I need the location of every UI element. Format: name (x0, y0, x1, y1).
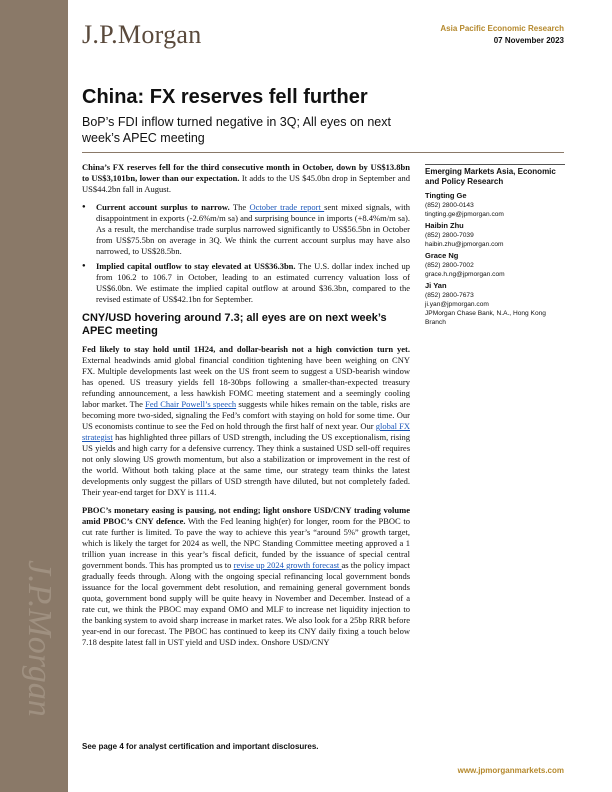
analyst-phone: (852) 2800-7039 (425, 232, 474, 239)
fed-text: suggests while hikes remain on the table, risks are becoming more two-sided, signaling the Fed’s comfort with staying on hold for some time. Our US economists continue to see the Fed on hold through the first half of next year. Our (82, 399, 410, 431)
analyst-phone: (852) 2800-0143 (425, 202, 474, 209)
team-name: Emerging Markets Asia, Economic and Policy Research (425, 164, 565, 187)
report-date: 07 November 2023 (493, 36, 564, 45)
section-heading: CNY/USD hovering around 7.3; all eyes are on next week’s APEC meeting (82, 312, 387, 337)
analyst-email[interactable]: haibin.zhu@jpmorgan.com (425, 241, 504, 248)
bullet-text: The (229, 202, 250, 212)
fed-text: External headwinds amid global financial condition tightening have been weighing on CNY FX. Multiple developments last week on the US front seem to suggest a USD-bearish window has opened. US treasury yields fell 18-30bps following a smaller-than-expected treasury refunding announcement, a less hawkish FOMC meeting statement and a seemingly cooling labor market. The (82, 355, 410, 409)
fed-text: has highlighted three pillars of USD strength, including the US exceptionalism, rising US yields and high carry for a defensive currency. They think a sustained USD sell-off requires not only slowing US growth momentum, but also a stabilization or improvement in the rest of the world. Without both taking place at the same time, our strategy team thinks the latest developments only suggest the pillars of USD strength have diluted, but not completely faded. Their year-end target for DXY is 111.4. (82, 432, 410, 497)
bullet-lead: Current account surplus to narrow. (96, 202, 230, 212)
bullet-text: sent mixed signals, with disappointment in exports (-2.6%m/m sa) and surprising bounce in imports (+8.4%m/m sa). As a result, the merchandise trade surplus narrowed significantly to US$56.5bn in October from US$75.5bn on average in 3Q. We think the current account surplus may have also narrowed, to US$28.5bn. (96, 202, 410, 256)
analyst-affiliation: JPMorgan Chase Bank, N.A., Hong Kong Branch (425, 310, 546, 326)
bullet-lead: Implied capital outflow to stay elevated at US$36.3bn. (96, 261, 296, 271)
intro-paragraph (82, 162, 410, 195)
fx-strategist-link[interactable]: global FX strategist (82, 421, 410, 442)
fed-paragraph (82, 344, 410, 498)
brand-sidebar (0, 0, 68, 792)
bullet-text: The U.S. dollar index inched up from 106.2 to 106.7 in October, leading to an estimated currency valuation loss of US$6.0bn. We estimate the implied capital outflow at around $36.3bn, compared to the revised estimate of US$42.1bn for September. (96, 261, 411, 304)
report-header (440, 24, 564, 45)
bullet-current-account (82, 202, 410, 257)
analyst-name: Haibin Zhu (425, 221, 464, 230)
analyst-email[interactable]: ji.yan@jpmorgan.com (425, 301, 489, 308)
trade-report-link[interactable]: October trade report (249, 202, 325, 212)
series-name: Asia Pacific Economic Research (440, 24, 564, 33)
analyst-card (425, 251, 565, 279)
powell-speech-link[interactable]: Fed Chair Powell’s speech (145, 399, 237, 409)
analyst-phone: (852) 2800-7002 (425, 262, 474, 269)
analyst-card (425, 221, 565, 249)
analyst-card (425, 281, 565, 327)
disclosure-note: See page 4 for analyst certification and important disclosures. (82, 742, 319, 751)
footer-url-link[interactable]: www.jpmorganmarkets.com (457, 766, 564, 775)
analyst-phone: (852) 2800-7673 (425, 292, 474, 299)
analyst-email[interactable]: grace.h.ng@jpmorgan.com (425, 271, 505, 278)
bullet-capital-outflow (82, 261, 410, 305)
pboc-lead: PBOC’s monetary easing is pausing, not ending; light onshore USD/CNY trading volume amid PBOC’s CNY defence. (82, 505, 410, 526)
pboc-text: as the policy impact gradually feeds through. Along with the ongoing special refinancing local government bonds issuance for the local government debt resolution, and remaining general government bonds quota, government bond supply will be quite heavy in November and December. Instead of a rate cut, we think the PBOC may expand OMO and MLF to increase net liquidity injection to the banking system to avoid sharp increase in market rates. We also look for a 25bp RRR before year-end in our forecast. The PBOC has continued to keep its CNY daily fixing a touch below 7.18 despite latest fall in UST yield and USD index. Onshore USD/CNY (82, 560, 410, 647)
logo-watermark: J.P.Morgan (21, 560, 58, 717)
analyst-name: Tingting Ge (425, 191, 467, 200)
main-column (82, 162, 410, 655)
intro-lead: China’s FX reserves fell for the third consecutive month in October, down by US$13.8bn to US$3,101bn, lower than our expectation. (82, 162, 410, 183)
pboc-paragraph (82, 505, 410, 648)
logo: J.P.Morgan (82, 20, 202, 49)
fed-lead: Fed likely to stay hold until 1H24, and dollar-bearish not a high conviction turn yet. (82, 344, 410, 354)
analyst-name: Grace Ng (425, 251, 459, 260)
title-divider (82, 152, 564, 153)
growth-forecast-link[interactable]: revise up 2024 growth forecast (233, 560, 342, 570)
key-points-list (82, 202, 410, 305)
pboc-text: With the Fed leaning high(er) for longer, room for the PBOC to cut rate further is limited. To pave the way to achieve this year’s “around 5%” growth target, which is likely the target for 2024 as well, the NPC Standing Committee meeting approved a 1 trillion yuan increase in this year’s fiscal deficit, funded by the issuance of special central government bonds. This has prompted us to (82, 516, 410, 570)
page-title: China: FX reserves fell further (82, 86, 368, 108)
page-subtitle: BoP’s FDI inflow turned negative in 3Q; All eyes on next week’s APEC meeting (82, 115, 391, 145)
analyst-card (425, 191, 565, 219)
analyst-panel (425, 164, 565, 329)
analyst-name: Ji Yan (425, 281, 447, 290)
analyst-email[interactable]: tingting.ge@jpmorgan.com (425, 211, 504, 218)
intro-text: It adds to the US $45.0bn drop in September and US$44.2bn fall in August. (82, 173, 410, 194)
